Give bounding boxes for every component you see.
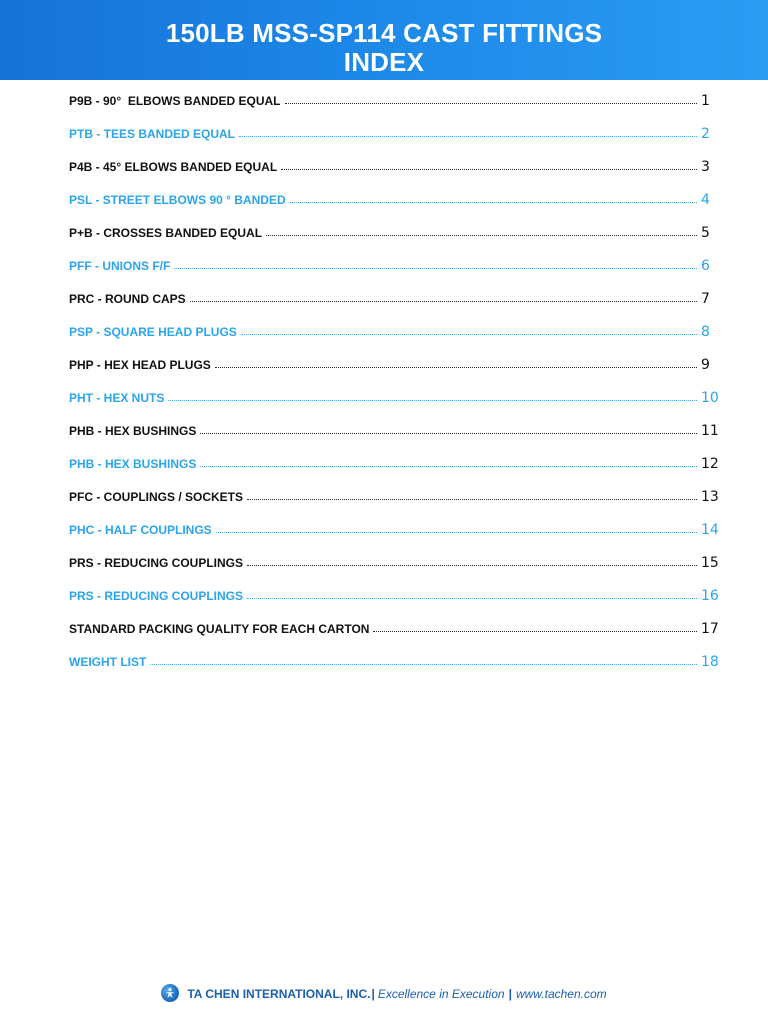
index-entry-label: PRS - REDUCING COUPLINGS — [69, 589, 244, 603]
index-entry-label: PSP - SQUARE HEAD PLUGS — [69, 325, 237, 339]
dot-leader — [247, 498, 697, 500]
index-entry-page: 11 — [701, 423, 719, 439]
dot-leader — [168, 399, 697, 401]
index-entry-page: 12 — [701, 456, 719, 472]
index-entry-page: 13 — [701, 489, 719, 505]
index-entry-label: PHP - HEX HEAD PLUGS — [69, 358, 211, 372]
dot-leader — [200, 432, 697, 434]
dot-leader — [215, 366, 697, 368]
index-entry-label: PHT - HEX NUTS — [69, 391, 165, 405]
footer-company-name: TA CHEN INTERNATIONAL, INC. — [187, 987, 371, 1001]
dot-leader — [241, 333, 697, 335]
index-entry[interactable] — [69, 423, 719, 456]
index-entry[interactable] — [69, 522, 719, 555]
dot-leader — [281, 168, 697, 170]
index-entry-label: PHB - HEX BUSHINGS — [69, 457, 197, 471]
logo-figure-icon — [164, 987, 176, 999]
dot-leader — [200, 465, 697, 467]
index-entry-page: 5 — [701, 225, 710, 241]
dot-leader — [290, 201, 697, 203]
footer — [0, 984, 768, 1004]
index-entry-label: PRS - REDUCING COUPLINGS — [69, 556, 244, 570]
index-entry-label: P+B - CROSSES BANDED EQUAL — [69, 226, 263, 240]
index-entry[interactable] — [69, 126, 719, 159]
dot-leader — [247, 597, 697, 599]
index-entry-label: PHC - HALF COUPLINGS — [69, 523, 212, 537]
footer-website-link[interactable]: www.tachen.com — [515, 987, 607, 1001]
dot-leader — [239, 135, 697, 137]
index-entry-page: 7 — [701, 291, 710, 307]
index-entry-label: P4B - 45° ELBOWS BANDED EQUAL — [69, 160, 278, 174]
index-entry-label: PRC - ROUND CAPS — [69, 292, 186, 306]
footer-slogan: Excellence in Execution — [377, 987, 505, 1001]
index-entry[interactable] — [69, 390, 719, 423]
index-entry[interactable] — [69, 357, 719, 390]
index-entry[interactable] — [69, 225, 719, 258]
index-entry[interactable] — [69, 258, 719, 291]
index-entry[interactable] — [69, 588, 719, 621]
index-entry-page: 4 — [701, 192, 710, 208]
index-entry[interactable] — [69, 192, 719, 225]
document-title: 150LB MSS-SP114 CAST FITTINGS — [165, 18, 603, 48]
dot-leader — [190, 300, 697, 302]
index-entry[interactable] — [69, 291, 719, 324]
title-bar — [0, 0, 768, 80]
footer-separator: | — [371, 987, 375, 1001]
index-entry-page: 3 — [701, 159, 710, 175]
index-entry-page: 16 — [701, 588, 719, 604]
index-entry[interactable] — [69, 456, 719, 489]
index-entry-page: 14 — [701, 522, 719, 538]
index-entry[interactable] — [69, 654, 719, 687]
index-entry-page: 2 — [701, 126, 710, 142]
dot-leader — [150, 663, 697, 665]
dot-leader — [373, 630, 697, 632]
footer-separator: | — [508, 987, 512, 1001]
company-logo-icon — [161, 984, 179, 1002]
index-entry-page: 18 — [701, 654, 719, 670]
index-entry-page: 15 — [701, 555, 719, 571]
index-entry[interactable] — [69, 93, 719, 126]
index-entry-label: PHB - HEX BUSHINGS — [69, 424, 197, 438]
index-entry[interactable] — [69, 555, 719, 588]
index-entry-page: 9 — [701, 357, 710, 373]
dot-leader — [174, 267, 697, 269]
index-entry-label: PSL - STREET ELBOWS 90 ° BANDED — [69, 193, 286, 207]
dot-leader — [266, 234, 697, 236]
index-entry-label: STANDARD PACKING QUALITY FOR EACH CARTON — [69, 622, 370, 636]
dot-leader — [285, 102, 698, 104]
index-entry[interactable] — [69, 324, 719, 357]
document-subtitle: INDEX — [343, 47, 425, 77]
index-entry[interactable] — [69, 159, 719, 192]
index-entry-label: WEIGHT LIST — [69, 655, 147, 669]
index-entry-page: 8 — [701, 324, 710, 340]
index-entry-label: P9B - 90° ELBOWS BANDED EQUAL — [69, 94, 281, 108]
dot-leader — [216, 531, 697, 533]
index-entry-label: PFF - UNIONS F/F — [69, 259, 171, 273]
index-list — [69, 93, 719, 687]
dot-leader — [247, 564, 697, 566]
index-entry-page: 17 — [701, 621, 719, 637]
index-entry-label: PFC - COUPLINGS / SOCKETS — [69, 490, 244, 504]
index-entry-page: 1 — [701, 93, 710, 109]
index-entry[interactable] — [69, 489, 719, 522]
index-entry-label: PTB - TEES BANDED EQUAL — [69, 127, 236, 141]
index-entry-page: 10 — [701, 390, 719, 406]
index-entry[interactable] — [69, 621, 719, 654]
index-entry-page: 6 — [701, 258, 710, 274]
